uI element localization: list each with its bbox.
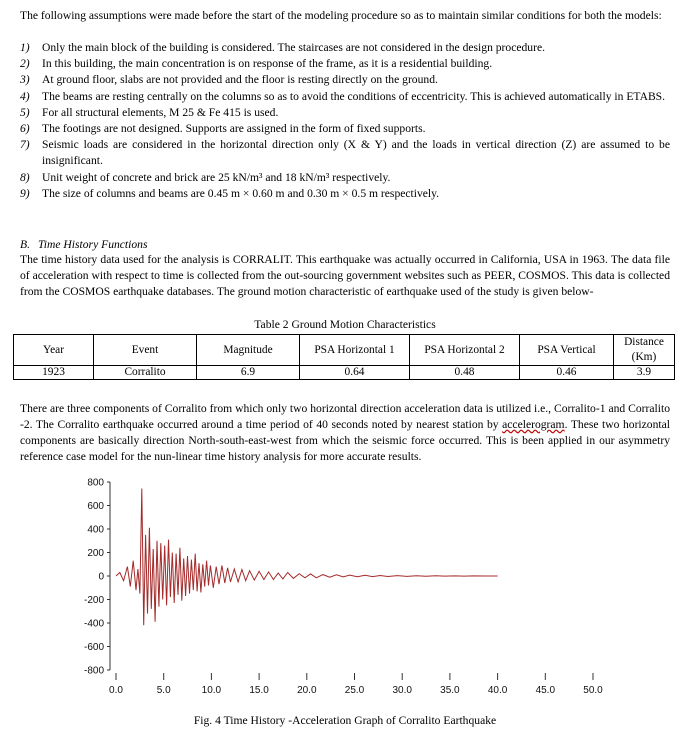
header-year: Year: [14, 335, 94, 366]
assumption-text: Unit weight of concrete and brick are 25 kN/m³ and 18 kN/m³ respectively.: [42, 170, 391, 184]
cell-psa-vertical: 0.46: [520, 366, 614, 380]
cell-psa-h1: 0.64: [300, 366, 410, 380]
cell-year: 1923: [14, 366, 94, 380]
section-heading: [20, 237, 147, 253]
y-tick-label: 400: [87, 524, 104, 536]
assumptions-list: [20, 40, 670, 202]
assumption-text: The footings are not designed. Supports are assigned in the form of fixed supports.: [42, 122, 426, 136]
section-title: Time History Functions: [37, 238, 148, 251]
y-tick-label: 600: [87, 501, 104, 512]
assumption-item: [20, 40, 670, 56]
assumption-text: Seismic loads are considered in the horizontal direction only (X & Y) and the loads in vertical direction (Z) are assumed to be insignificant.: [42, 138, 670, 168]
intro-paragraph: The following assumptions were made before the start of the modeling procedure so as to maintain similar conditions for both the models:: [20, 9, 662, 22]
x-tick-label: 0.0: [109, 685, 123, 696]
x-tick-label: 45.0: [535, 685, 556, 696]
cell-magnitude: 6.9: [197, 366, 300, 380]
assumption-number: 4): [20, 89, 30, 103]
x-tick-label: 5.0: [156, 685, 171, 696]
assumption-item: [20, 137, 670, 169]
x-tick-label: 20.0: [297, 685, 317, 696]
header-distance: Distance (Km): [614, 335, 675, 366]
spellcheck-word: accelerogram: [502, 418, 565, 431]
assumption-text: For all structural elements, M 25 & Fe 415 is used.: [42, 105, 279, 119]
assumption-text: At ground floor, slabs are not provided and the floor is resting directly on the ground.: [42, 73, 438, 87]
header-magnitude: Magnitude: [197, 335, 300, 366]
x-tick-label: 15.0: [249, 685, 269, 696]
assumption-number: 7): [20, 138, 30, 152]
y-tick-label: -800: [83, 665, 104, 677]
header-psa-vertical: PSA Vertical: [520, 335, 614, 366]
corralito-paragraph: [20, 401, 670, 465]
y-tick-label: -400: [83, 618, 104, 630]
x-tick-label: 30.0: [392, 685, 412, 696]
section-letter: B.: [20, 238, 30, 251]
acceleration-series-line: [116, 489, 498, 626]
x-tick-label: 50.0: [583, 685, 603, 696]
y-tick-label: -600: [83, 642, 104, 653]
assumption-number: 3): [20, 73, 30, 87]
header-event: Event: [94, 335, 197, 366]
assumption-item: [20, 186, 670, 202]
table-caption: Table 2 Ground Motion Characteristics: [254, 318, 436, 331]
assumption-number: 6): [20, 122, 30, 136]
assumption-item: [20, 170, 670, 186]
y-tick-label: -200: [83, 595, 104, 606]
assumption-number: 2): [20, 57, 30, 71]
assumption-item: [20, 89, 670, 105]
x-tick-label: 35.0: [440, 685, 460, 696]
assumption-number: 1): [20, 41, 30, 54]
x-tick-label: 10.0: [201, 685, 222, 696]
assumption-number: 9): [20, 186, 30, 200]
assumption-text: In this building, the main concentration is on response of the frame, as it is a residential building.: [42, 57, 493, 71]
assumption-number: 8): [20, 170, 30, 184]
assumption-item: [20, 72, 670, 88]
y-tick-label: 0: [98, 571, 104, 583]
figure-caption: Fig. 4 Time History -Acceleration Graph of Corralito Earthquake: [193, 714, 497, 727]
acceleration-chart-svg: [80, 466, 610, 696]
ground-motion-table: [13, 334, 675, 380]
corralito-text-1: There are three components of Corralito from which only two horizontal direction acceleration data is utilized i.e., Corralito-1 and Corralito -2. The Corralito earthquake occurred around a time period of 40 seconds noted by nearest station by: [20, 402, 670, 431]
x-tick-label: 40.0: [487, 685, 508, 696]
table-header-row: [14, 335, 675, 366]
assumption-item: [20, 121, 670, 137]
acceleration-chart: [80, 466, 610, 696]
cell-psa-h2: 0.48: [410, 366, 520, 380]
header-psa-h2: PSA Horizontal 2: [410, 335, 520, 366]
y-tick-label: 200: [87, 548, 104, 559]
table-row: [14, 366, 675, 380]
cell-distance: 3.9: [614, 366, 675, 380]
assumption-text: The beams are resting centrally on the columns so as to avoid the conditions of eccentricity. This is achieved automatically in ETABS.: [42, 89, 666, 103]
time-history-paragraph: The time history data used for the analysis is CORRALIT. This earthquake was actually occurred in California, USA in 1963. The data file of acceleration with respect to time is collected from the out-sourcing government websites such as PEER, COSMOS. This data is collected from the COSMOS earthquake databases. The ground motion characteristic of earthquake used of the study is given below-: [20, 253, 670, 298]
assumption-number: 5): [20, 105, 30, 119]
x-tick-label: 25.0: [344, 685, 365, 696]
y-tick-label: 800: [87, 477, 104, 489]
assumption-text: Only the main block of the building is considered. The staircases are not considered in the design procedure.: [42, 41, 546, 54]
corralito-text-2: . These two horizontal components are basically direction North-south-east-west from which the seismic force occurred. This is been applied in our asymmetry reference case model for the nun-linear time history analysis for more accurate results.: [20, 418, 670, 463]
cell-event: Corralito: [94, 366, 197, 380]
assumption-item: [20, 105, 670, 121]
assumption-text: The size of columns and beams are 0.45 m × 0.60 m and 0.30 m × 0.5 m respectively.: [42, 186, 440, 200]
assumption-item: [20, 56, 670, 72]
header-psa-h1: PSA Horizontal 1: [300, 335, 410, 366]
